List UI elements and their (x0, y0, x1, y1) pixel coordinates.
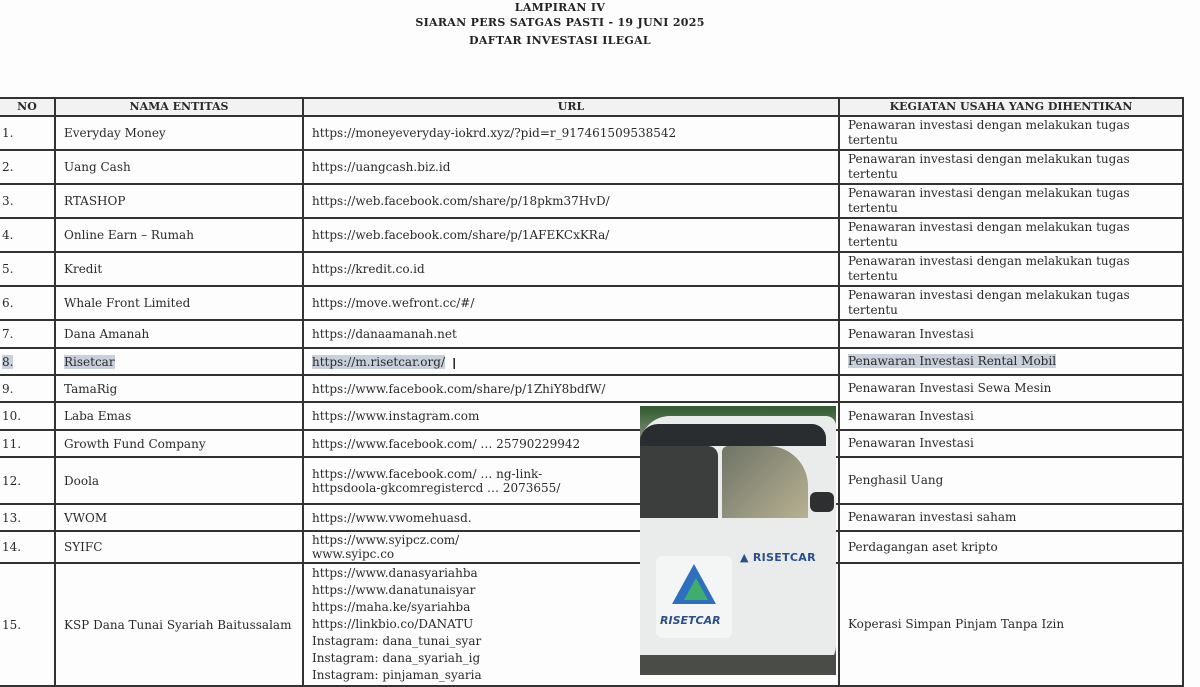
door-logo-label: RISETCAR (752, 551, 816, 564)
cell-text: SYIFC (64, 540, 103, 554)
cell-no (0, 218, 55, 252)
cell-text: Penawaran Investasi (848, 436, 974, 450)
cell-text: https://web.facebook.com/share/p/18pkm37HvD/ (312, 194, 610, 208)
cell-activity (839, 457, 1183, 504)
cell-text: Penawaran Investasi Rental Mobil (848, 354, 1057, 368)
cell-activity (839, 504, 1183, 531)
cell-text: https://maha.ke/syariahba (312, 600, 471, 614)
table-row (0, 218, 1183, 252)
cell-no (0, 531, 55, 563)
cell-no (0, 402, 55, 430)
cell-url[interactable] (303, 320, 839, 348)
cell-text: https://www.facebook.com/ … ng-link- (312, 466, 543, 481)
cell-text: Penawaran investasi dengan melakukan tugas tertentu (848, 254, 1130, 283)
cell-activity (839, 402, 1183, 430)
table-row (0, 430, 1183, 457)
cell-url[interactable] (303, 184, 839, 218)
cell-no (0, 286, 55, 320)
cell-name (55, 457, 303, 504)
cell-text: https://linkbio.co/DANATU (312, 617, 474, 631)
cell-text: 9. (2, 381, 14, 396)
cell-name (55, 184, 303, 218)
cell-name (55, 402, 303, 430)
cell-text: 4. (2, 228, 14, 242)
doc-title: DAFTAR INVESTASI ILEGAL (469, 34, 651, 47)
cell-no (0, 252, 55, 286)
cell-text: Penawaran investasi saham (848, 510, 1017, 524)
cell-no (0, 563, 55, 686)
cell-name (55, 375, 303, 402)
door-logo-text: ▲ RISETCAR (740, 551, 816, 564)
cell-text: 6. (2, 296, 14, 310)
cell-url[interactable] (303, 150, 839, 184)
cell-text: https://www.danatunaisyar (312, 583, 476, 597)
car-front-window (722, 446, 808, 518)
car-roof (640, 424, 826, 446)
cell-text: Growth Fund Company (64, 436, 206, 451)
cell-url[interactable] (303, 375, 839, 402)
cell-text: 10. (2, 409, 22, 423)
cell-text: https://danaamanah.net (312, 327, 457, 341)
cell-text: Penawaran investasi dengan melakukan tugas tertentu (848, 220, 1130, 249)
col-header-no: NO (0, 98, 55, 116)
cell-text: 12. (2, 473, 22, 488)
cell-text: https://www.vwomehuasd. (312, 510, 472, 525)
cell-text: https://m.risetcar.org/ (312, 354, 445, 369)
cell-text: Penawaran investasi dengan melakukan tugas tertentu (848, 152, 1130, 181)
cell-activity (839, 375, 1183, 402)
table-row (0, 286, 1183, 320)
cell-text: Kredit (64, 262, 103, 276)
cell-text: 2. (2, 160, 14, 174)
cell-text: Penghasil Uang (848, 473, 944, 487)
cell-text: Penawaran Investasi Sewa Mesin (848, 381, 1052, 395)
cell-text: https://www.facebook.com/ … 25790229942 (312, 436, 581, 451)
table-row (0, 402, 1183, 430)
cell-no (0, 504, 55, 531)
table-row (0, 375, 1183, 402)
table-row (0, 116, 1183, 150)
cell-text: 14. (2, 540, 22, 554)
table-row (0, 531, 1183, 563)
cell-text: https://web.facebook.com/share/p/1AFEKCxKRa/ (312, 228, 610, 242)
car-rear-window (640, 446, 718, 518)
cell-activity (839, 150, 1183, 184)
cell-text: Risetcar (64, 354, 115, 369)
cell-no (0, 457, 55, 504)
table-row (0, 504, 1183, 531)
cell-url[interactable] (303, 252, 839, 286)
cell-name (55, 563, 303, 686)
cell-text: https://www.danasyariahba (312, 566, 478, 580)
leaf-icon (684, 578, 708, 600)
cell-text: Laba Emas (64, 409, 132, 423)
cell-text: https://moneyeveryday-iokrd.xyz/?pid=r_917461509538542 (312, 126, 677, 140)
cell-text: Doola (64, 473, 100, 488)
cell-text: Dana Amanah (64, 327, 150, 341)
road (640, 655, 836, 675)
cell-text: 15. (2, 617, 22, 632)
cell-text: 1. (2, 126, 14, 140)
table-row (0, 563, 1183, 686)
cell-name (55, 320, 303, 348)
cell-name (55, 252, 303, 286)
risetcar-logo-panel (656, 556, 732, 638)
table-row (0, 252, 1183, 286)
cell-no (0, 348, 55, 375)
cell-text: Penawaran Investasi (848, 408, 974, 423)
cell-text: Perdagangan aset kripto (848, 539, 998, 554)
cell-text: 13. (2, 510, 22, 525)
car-mirror (810, 492, 834, 512)
cell-name (55, 150, 303, 184)
cell-text: Everyday Money (64, 126, 166, 140)
text-cursor-icon: I (452, 355, 457, 373)
cell-name (55, 218, 303, 252)
table-row (0, 457, 1183, 504)
table-row (0, 150, 1183, 184)
cell-name (55, 430, 303, 457)
cell-name (55, 531, 303, 563)
col-header-url: URL (303, 98, 839, 116)
cell-activity (839, 252, 1183, 286)
cell-activity (839, 320, 1183, 348)
cell-text: RTASHOP (64, 194, 126, 208)
cell-no (0, 150, 55, 184)
cell-activity (839, 218, 1183, 252)
cell-text: https://kredit.co.id (312, 262, 425, 276)
cell-text: Instagram: pinjaman_syaria (312, 668, 482, 682)
cell-url[interactable] (303, 348, 839, 375)
cell-text: https://www.facebook.com/share/p/1ZhiY8bdfW/ (312, 381, 606, 396)
cell-activity (839, 430, 1183, 457)
table-row (0, 320, 1183, 348)
cell-text: https://uangcash.biz.id (312, 160, 451, 174)
cell-no (0, 184, 55, 218)
table-row (0, 348, 1183, 375)
cell-text: 5. (2, 262, 14, 276)
cell-text: Uang Cash (64, 160, 131, 174)
table-header-row (0, 98, 1183, 116)
cell-name (55, 286, 303, 320)
cell-text: 8. (2, 354, 14, 369)
cell-text: 11. (2, 436, 22, 451)
cell-name (55, 116, 303, 150)
doc-annex-label: LAMPIRAN IV (514, 1, 606, 14)
cell-text: httpsdoola-gkcomregistercd … 2073655/ (312, 480, 561, 495)
col-header-name: NAMA ENTITAS (55, 98, 303, 116)
doc-subtitle: SIARAN PERS SATGAS PASTI - 19 JUNI 2025 (415, 16, 705, 29)
car-body (640, 416, 836, 666)
cell-no (0, 430, 55, 457)
cell-url[interactable] (303, 218, 839, 252)
cell-text: KSP Dana Tunai Syariah Baitussalam (64, 617, 292, 632)
cell-activity (839, 184, 1183, 218)
cell-text: Whale Front Limited (64, 296, 191, 310)
cell-activity (839, 563, 1183, 686)
cell-name (55, 348, 303, 375)
col-header-activity: KEGIATAN USAHA YANG DIHENTIKAN (839, 98, 1183, 116)
cell-activity (839, 116, 1183, 150)
illegal-investment-table (0, 97, 1184, 687)
cell-text: Penawaran investasi dengan melakukan tugas tertentu (848, 288, 1130, 317)
cell-text: Instagram: dana_tunai_syar (312, 634, 482, 648)
cell-text: Penawaran Investasi (848, 326, 974, 341)
cell-text: https://move.wefront.cc/#/ (312, 296, 475, 310)
cell-activity (839, 531, 1183, 563)
risetcar-car-photo (640, 406, 836, 675)
cell-text: 7. (2, 327, 14, 341)
cell-no (0, 320, 55, 348)
cell-url[interactable] (303, 286, 839, 320)
cell-activity (839, 348, 1183, 375)
cell-no (0, 375, 55, 402)
cell-text: 3. (2, 194, 14, 208)
cell-name (55, 504, 303, 531)
table-row (0, 184, 1183, 218)
logo-text: RISETCAR (660, 614, 721, 627)
cell-text: Online Earn – Rumah (64, 228, 194, 242)
cell-text: www.syipc.co (312, 547, 395, 561)
cell-no (0, 116, 55, 150)
cell-url[interactable] (303, 116, 839, 150)
cell-text: Penawaran investasi dengan melakukan tugas tertentu (848, 118, 1130, 147)
cell-text: VWOM (64, 510, 108, 525)
cell-text: Instagram: dana_syariah_ig (312, 651, 481, 665)
cell-text: TamaRig (64, 381, 118, 396)
cell-text: https://www.instagram.com (312, 409, 480, 423)
cell-text: Koperasi Simpan Pinjam Tanpa Izin (848, 617, 1065, 631)
cell-text: Penawaran investasi dengan melakukan tugas tertentu (848, 186, 1130, 215)
cell-activity (839, 286, 1183, 320)
cell-text: https://www.syipcz.com/ (312, 533, 460, 547)
